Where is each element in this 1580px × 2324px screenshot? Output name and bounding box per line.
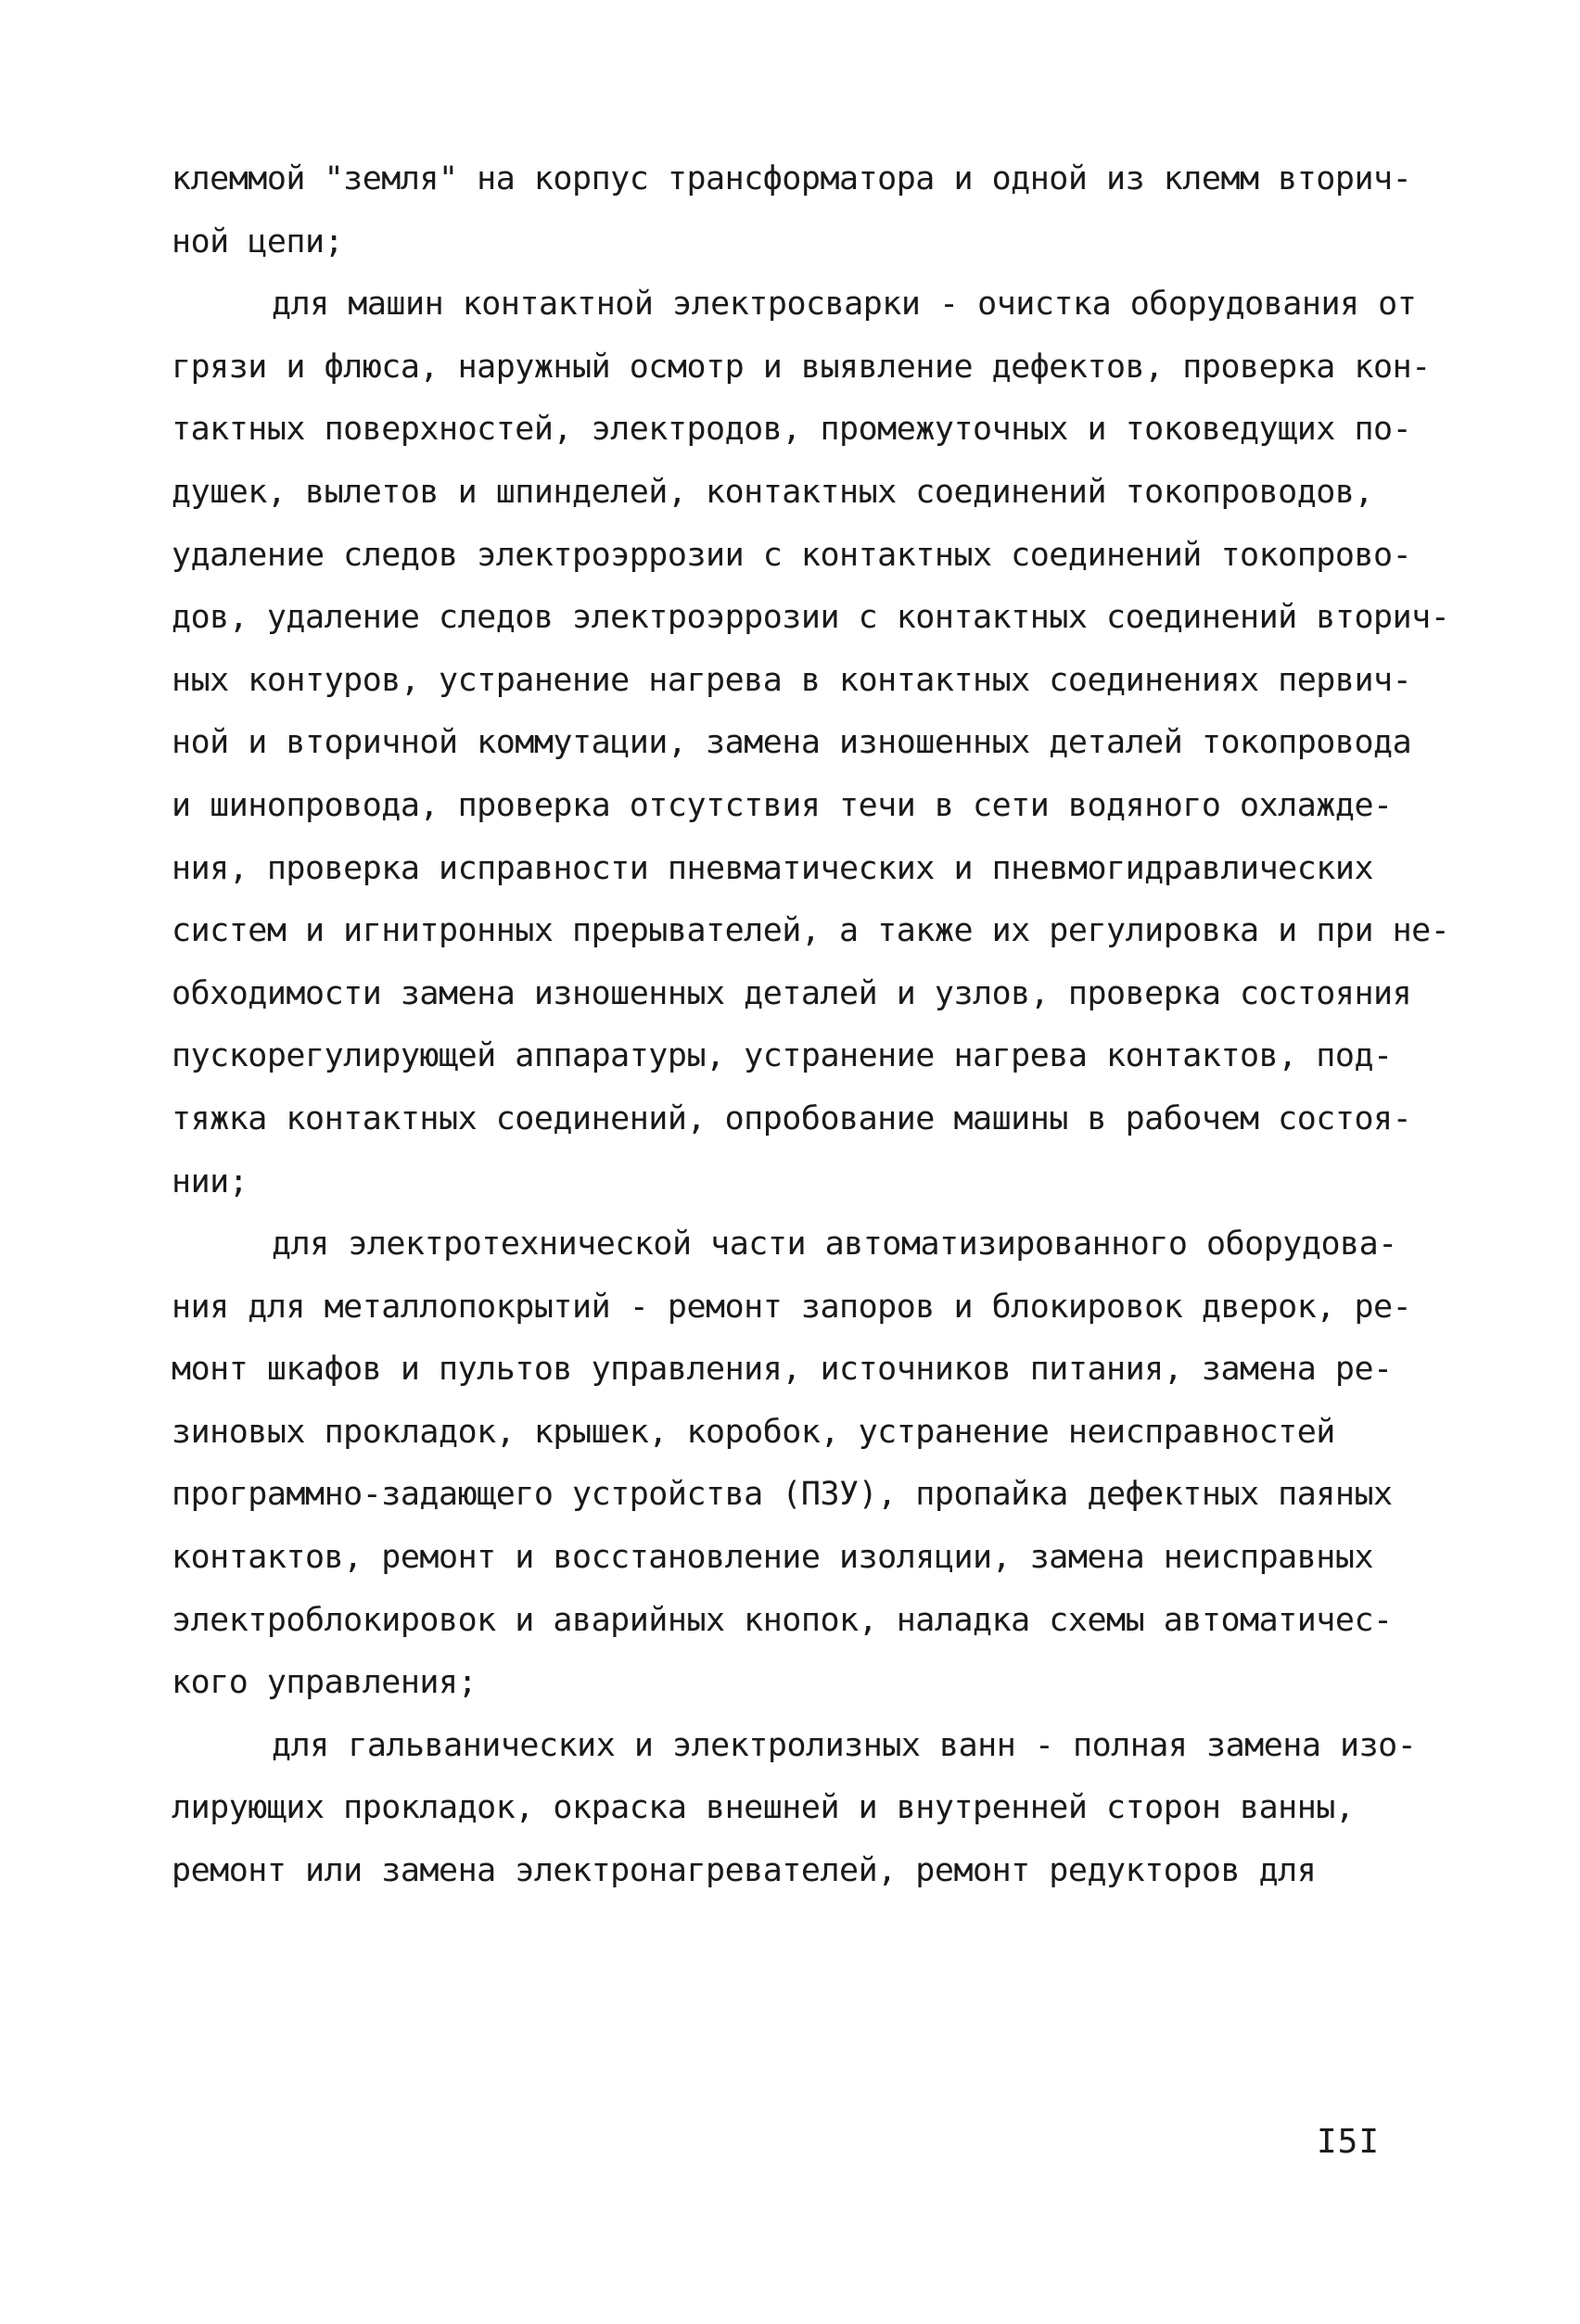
- text-line: ремонт или замена электронагревателей, ремонт редукторов для: [172, 1852, 1317, 1890]
- text-line: программно-задающего устройства (ПЗУ), пропайка дефектных паяных: [172, 1476, 1393, 1514]
- text-line: пускорегулирующей аппаратуры, устранение нагрева контактов, под-: [172, 1037, 1393, 1075]
- text-line: грязи и флюса, наружный осмотр и выявление дефектов, проверка кон-: [172, 348, 1431, 386]
- text-line: нии;: [172, 1162, 248, 1200]
- text-line: контактов, ремонт и восстановление изоляции, замена неисправных: [172, 1539, 1374, 1577]
- text-line: тяжка контактных соединений, опробование машины в рабочем состоя-: [172, 1099, 1412, 1137]
- text-line: монт шкафов и пультов управления, источников питания, замена ре-: [172, 1351, 1393, 1389]
- text-line: ния для металлопокрытий - ремонт запоров и блокировок дверок, ре-: [172, 1288, 1412, 1326]
- paragraph-start-line: для электротехнической части автоматизированного оборудова-: [272, 1225, 1397, 1264]
- text-line: обходимости замена изношенных деталей и узлов, проверка состояния: [172, 974, 1412, 1012]
- text-line: удаление следов электроэррозии с контактных соединений токопрово-: [172, 536, 1412, 574]
- text-line: лирующих прокладок, окраска внешней и внутренней сторон ванны,: [172, 1789, 1355, 1827]
- text-line: тактных поверхностей, электродов, промежуточных и токоведущих по-: [172, 411, 1412, 449]
- text-line: дов, удаление следов электроэррозии с контактных соединений вторич-: [172, 599, 1450, 637]
- text-line: ных контуров, устранение нагрева в контактных соединениях первич-: [172, 661, 1412, 699]
- text-line: электроблокировок и аварийных кнопок, наладка схемы автоматичес-: [172, 1601, 1393, 1639]
- body-text: [172, 148, 1451, 1903]
- text-line: и шинопровода, проверка отсутствия течи в сети водяного охлажде-: [172, 786, 1393, 824]
- text-line: кого управления;: [172, 1664, 478, 1702]
- page-number: I5I: [1317, 2123, 1381, 2161]
- text-line: клеммой "земля" на корпус трансформатора и одной из клемм вторич-: [172, 160, 1412, 197]
- paragraph-start-line: для гальванических и электролизных ванн - полная замена изо-: [272, 1726, 1417, 1764]
- text-line: зиновых прокладок, крышек, коробок, устранение неисправностей: [172, 1413, 1335, 1451]
- text-line: ной и вторичной коммутации, замена изношенных деталей токопровода: [172, 724, 1412, 762]
- paragraph-start-line: для машин контактной электросварки - очистка оборудования от: [272, 286, 1417, 324]
- text-line: душек, вылетов и шпинделей, контактных соединений токопроводов,: [172, 473, 1374, 511]
- text-line: ной цепи;: [172, 222, 344, 260]
- text-line: ния, проверка исправности пневматических и пневмогидравлических: [172, 849, 1374, 887]
- text-line: систем и игнитронных прерывателей, а также их регулировка и при не-: [172, 912, 1450, 950]
